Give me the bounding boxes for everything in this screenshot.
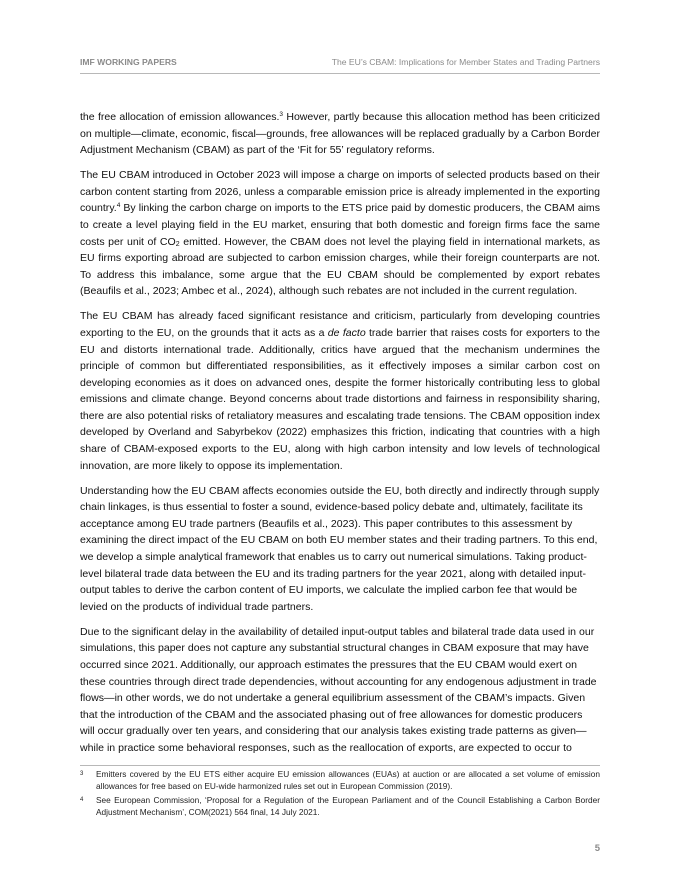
footnote-number: 3: [80, 771, 84, 777]
footnote-3: [80, 769, 600, 792]
series-title: IMF WORKING PAPERS: [80, 57, 177, 67]
paper-title: The EU’s CBAM: Implications for Member States and Trading Partners: [331, 57, 600, 67]
text: The EU CBAM introduced in October 2023 will impose a charge on imports of selected products based on their carbon content starting from 2026, unless a comparable emission price is already implemented in the exporting country.: [80, 169, 600, 215]
italic-term: de facto: [327, 326, 366, 339]
footnotes: [80, 769, 600, 821]
paragraph-1: [80, 109, 600, 159]
text: trade barrier that raises costs for exporters to the EU and distorts international trade. Additionally, critics have argued that the mechanism undermines the principle of common but differentiated responsibilities, as it effectively imposes a similar carbon cost on developing economies as it does on advanced ones, despite the former historically contributing less to global emissions and climate change. Beyond concerns about trade distortions and fairness in responsibility sharing, there are also potential risks of retaliatory measures and escalating trade tensions. The CBAM opposition index developed by Overland and Sabyrbekov (2022) emphasizes this friction, indicating that countries with a high share of CBAM-exposed exports to the EU, along with high carbon intensity and low levels of technological innovation, are more likely to oppose its implementation.: [80, 326, 600, 472]
paragraph-2: [80, 167, 600, 300]
text: By linking the carbon charge on imports to the ETS price paid by domestic producers, the CBAM aims to create a level playing field in the EU market, ensuring that both domestic and foreign firms face the same costs per unit of CO: [80, 202, 600, 248]
footnote-text: Emitters covered by the EU ETS either acquire EU emission allowances (EUAs) at auction or are allocated a set volume of emission allowances for free based on EU-wide harmonized rules set out in European Commission (2019).: [96, 769, 600, 791]
footnote-4: [80, 795, 600, 818]
paragraph-4: Understanding how the EU CBAM affects economies outside the EU, both directly and indirectly through supply chain linkages, is thus essential to foster a sound, evidence-based policy debate and, ultimately, facilitate its acceptance among EU trade partners (Beaufils et al., 2023). This paper contributes to this assessment by examining the direct impact of the EU CBAM on both EU member states and their trading partners. To this end, we develop a simple analytical framework that enables us to carry out numerical simulations. Taking product-level bilateral trade data between the EU and its trading partners for the year 2021, along with detailed input-output tables to derive the carbon content of EU imports, we calculate the implied carbon fee that would be levied on the products of individual trade partners.: [80, 484, 600, 613]
paragraph-5: Due to the significant delay in the availability of detailed input-output tables and bilateral trade data used in our simulations, this paper does not capture any substantial structural changes in CBAM exposure that may have occurred since 2021. Additionally, our approach estimates the pressures that the EU CBAM would exert on these countries through direct trade dependencies, without accounting for any endogenous adjustment in trade flows—in other words, we do not undertake a general equilibrium assessment of the CBAM’s impacts. Given that the introduction of the CBAM and the associated phasing out of free allowances for domestic producers will occur gradually over ten years, and considering that our analysis takes existing trade patterns as given—while in practice some behavioral responses, such as the reallocation of exports, are expected to occur to: [80, 625, 597, 754]
paragraph-3: [80, 308, 600, 474]
running-header: [80, 55, 600, 74]
text: emitted. However, the CBAM does not level the playing field in international markets, as EU firms exporting abroad are subjected to carbon emission charges, while their foreign counterparts are not. To address this imbalance, some argue that the EU CBAM should be complemented by export rebates (Beaufils et al., 2023; Ambec et al., 2024), although such rebates are not included in the current regulation.: [80, 235, 601, 298]
footnote-ref-4[interactable]: 4: [116, 202, 121, 210]
footnote-divider: [80, 765, 600, 766]
footnote-ref-3[interactable]: 3: [279, 111, 284, 118]
text: the free allocation of emission allowances.: [80, 111, 280, 123]
subscript: 2: [175, 240, 180, 248]
footnote-number: 4: [80, 797, 84, 804]
text: The EU CBAM has already faced significant resistance and criticism, particularly from developing countries exporting to the EU, on the grounds that it acts as a: [80, 310, 600, 339]
body-text: [80, 109, 600, 765]
footnote-text: See European Commission, ‘Proposal for a Regulation of the European Parliament and of the Council Establishing a Carbon Border Adjustment Mechanism’, COM(2021) 564 final, 14 July 2021.: [96, 795, 600, 817]
text: However, partly because this allocation method has been criticized on multiple—climate, economic, fiscal—grounds, free allowances will be replaced gradually by a Carbon Border Adjustment Mechanism (CBAM) as part of the ‘Fit for 55’ regulatory reforms.: [80, 111, 600, 157]
page-number: 5: [594, 843, 600, 854]
